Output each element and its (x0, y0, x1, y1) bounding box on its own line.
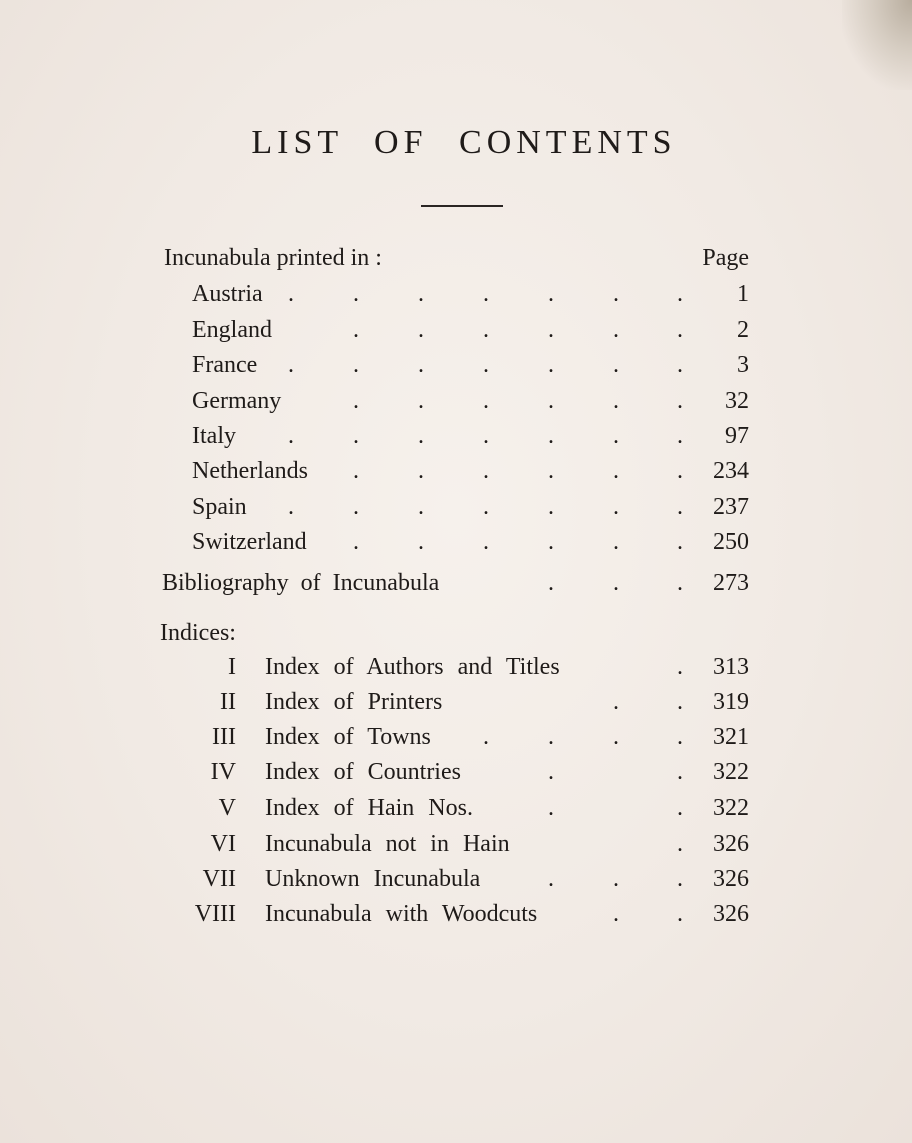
index-label: Index of Towns (265, 724, 431, 750)
leader-dot: . (353, 317, 359, 343)
index-row (0, 722, 912, 752)
leader-dot: . (418, 529, 424, 555)
bibliography-label: Bibliography of Incunabula (162, 570, 440, 596)
leader-dot: . (548, 529, 554, 555)
leader-dot: . (677, 529, 683, 555)
leader-dot: . (613, 281, 619, 307)
index-row (0, 829, 912, 859)
index-row (0, 793, 912, 823)
indices-heading: Indices: (160, 620, 236, 646)
leader-dot: . (353, 352, 359, 378)
leader-dot: . (548, 352, 554, 378)
leader-dot: . (677, 689, 683, 715)
leader-dot: . (418, 317, 424, 343)
index-page: 321 (713, 724, 749, 750)
leader-dot: . (548, 317, 554, 343)
country-label: France (192, 352, 258, 378)
leader-dot: . (677, 352, 683, 378)
country-page: 234 (713, 458, 749, 484)
leader-dot: . (613, 724, 619, 750)
index-label: Incunabula with Woodcuts (265, 901, 538, 927)
intro-label: Incunabula printed in : (164, 245, 382, 271)
leader-dot: . (677, 494, 683, 520)
page-heading: Page (702, 245, 749, 271)
country-page: 3 (737, 352, 749, 378)
country-label: Spain (192, 494, 247, 520)
page-title: LIST OF CONTENTS (251, 124, 677, 161)
index-numeral: II (220, 689, 236, 715)
index-page: 326 (713, 901, 749, 927)
index-numeral: III (212, 724, 236, 750)
country-page: 97 (725, 423, 749, 449)
leader-dot: . (288, 494, 294, 520)
leader-dot: . (677, 724, 683, 750)
leader-dot: . (288, 281, 294, 307)
leader-dot: . (613, 458, 619, 484)
leader-dot: . (677, 759, 683, 785)
country-row (0, 279, 912, 309)
leader-dot: . (613, 689, 619, 715)
leader-dot: . (418, 352, 424, 378)
leader-dot: . (483, 423, 489, 449)
leader-dot: . (483, 529, 489, 555)
leader-dot: . (418, 494, 424, 520)
index-page: 319 (713, 689, 749, 715)
leader-dot: . (677, 795, 683, 821)
leader-dot: . (418, 388, 424, 414)
leader-dot: . (483, 458, 489, 484)
country-label: Italy (192, 423, 236, 449)
leader-dot: . (288, 352, 294, 378)
leader-dot: . (548, 458, 554, 484)
index-label: Incunabula not in Hain (265, 831, 510, 857)
leader-dot: . (548, 423, 554, 449)
index-row (0, 687, 912, 717)
index-numeral: VII (202, 866, 236, 892)
leader-dot: . (677, 458, 683, 484)
index-label: Index of Countries (265, 759, 461, 785)
leader-dot: . (613, 494, 619, 520)
leader-dot: . (548, 795, 554, 821)
index-numeral: V (218, 795, 236, 821)
leader-dot: . (483, 281, 489, 307)
index-page: 322 (713, 759, 749, 785)
leader-dot: . (353, 388, 359, 414)
leader-dot: . (483, 388, 489, 414)
page-corner-shadow (842, 0, 912, 90)
leader-dot: . (613, 317, 619, 343)
index-numeral: VIII (194, 901, 236, 927)
leader-dot: . (677, 281, 683, 307)
leader-dot: . (613, 388, 619, 414)
bibliography-page: 273 (713, 570, 749, 596)
leader-dot: . (677, 317, 683, 343)
country-page: 1 (737, 281, 749, 307)
leader-dot: . (483, 352, 489, 378)
index-row (0, 899, 912, 929)
country-row (0, 386, 912, 416)
country-row (0, 315, 912, 345)
leader-dot: . (353, 458, 359, 484)
index-numeral: I (228, 654, 236, 680)
leader-dot: . (677, 901, 683, 927)
index-row (0, 864, 912, 894)
country-row (0, 421, 912, 451)
leader-dot: . (613, 866, 619, 892)
leader-dot: . (483, 317, 489, 343)
leader-dot: . (548, 494, 554, 520)
country-row (0, 527, 912, 557)
leader-dot: . (418, 423, 424, 449)
country-row (0, 492, 912, 522)
country-page: 250 (713, 529, 749, 555)
country-row (0, 456, 912, 486)
index-page: 313 (713, 654, 749, 680)
intro-row (164, 243, 764, 273)
country-label: Germany (192, 388, 282, 414)
country-label: Austria (192, 281, 263, 307)
leader-dot: . (613, 529, 619, 555)
leader-dot: . (677, 388, 683, 414)
country-label: England (192, 317, 272, 343)
country-label: Switzerland (192, 529, 307, 555)
leader-dot: . (548, 724, 554, 750)
index-label: Index of Authors and Titles (265, 654, 560, 680)
leader-dot: . (677, 831, 683, 857)
leader-dot: . (677, 570, 683, 596)
leader-dot: . (353, 281, 359, 307)
index-label: Unknown Incunabula (265, 866, 481, 892)
leader-dot: . (548, 388, 554, 414)
leader-dot: . (677, 423, 683, 449)
leader-dot: . (548, 866, 554, 892)
leader-dot: . (288, 423, 294, 449)
index-page: 326 (713, 831, 749, 857)
leader-dot: . (548, 570, 554, 596)
index-numeral: VI (210, 831, 236, 857)
country-row (0, 350, 912, 380)
leader-dot: . (483, 494, 489, 520)
leader-dot: . (677, 654, 683, 680)
leader-dot: . (677, 866, 683, 892)
leader-dot: . (353, 529, 359, 555)
index-page: 326 (713, 866, 749, 892)
index-page: 322 (713, 795, 749, 821)
leader-dot: . (353, 494, 359, 520)
leader-dot: . (353, 423, 359, 449)
title-rule (421, 205, 503, 207)
country-page: 237 (713, 494, 749, 520)
bibliography-row (0, 568, 912, 598)
country-page: 32 (725, 388, 749, 414)
leader-dot: . (418, 281, 424, 307)
leader-dot: . (613, 352, 619, 378)
index-label: Index of Printers (265, 689, 443, 715)
leader-dot: . (613, 570, 619, 596)
country-page: 2 (737, 317, 749, 343)
country-label: Netherlands (192, 458, 308, 484)
leader-dot: . (613, 423, 619, 449)
leader-dot: . (483, 724, 489, 750)
leader-dot: . (548, 281, 554, 307)
index-row (0, 652, 912, 682)
leader-dot: . (418, 458, 424, 484)
index-numeral: IV (210, 759, 236, 785)
index-row (0, 757, 912, 787)
leader-dot: . (548, 759, 554, 785)
leader-dot: . (613, 901, 619, 927)
index-label: Index of Hain Nos. (265, 795, 473, 821)
